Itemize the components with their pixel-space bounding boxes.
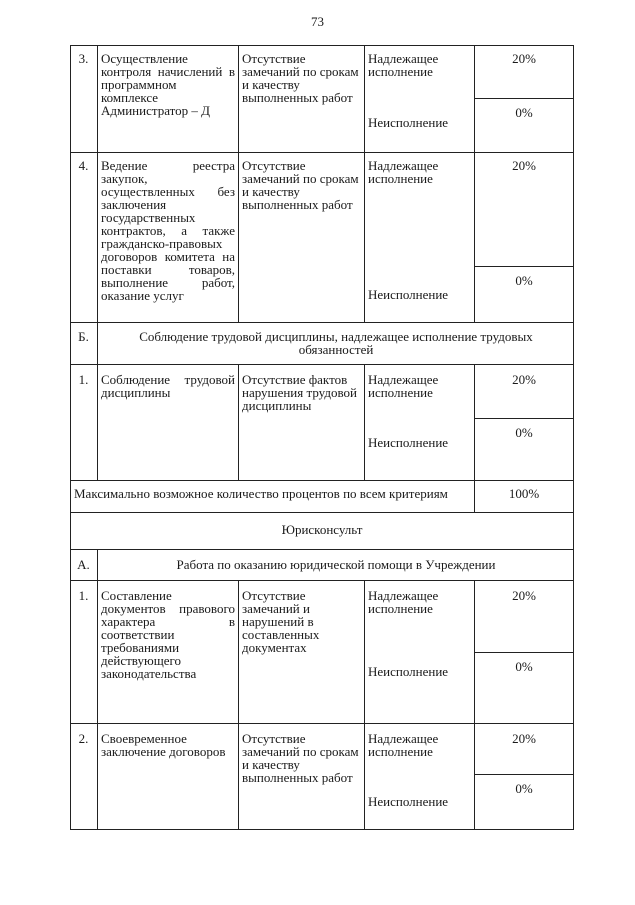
non-execution-label: Неисполнение [368,664,449,679]
proper-percent: 20% [512,158,536,173]
non-execution-label: Неисполнение [368,287,449,302]
non-execution-percent: 0% [515,781,533,796]
proper-execution-label: Надлежащее исполнение [368,158,439,186]
proper-execution-label: Надлежащее исполнение [368,731,439,759]
non-execution-percent: 0% [515,425,533,440]
criterion-text: Своевременное заключение договоров [101,731,226,759]
proper-percent: 20% [512,588,536,603]
non-execution-percent: 0% [515,659,533,674]
max-percent-label: Максимально возможное количество процентов по всем критериям [74,486,448,501]
position-title: Юрисконсульт [281,522,363,537]
proper-percent: 20% [512,51,536,66]
row-number: 1. [78,588,89,603]
non-execution-label: Неисполнение [368,115,449,130]
indicator-text: Отсутствие замечаний по срокам и качеству выполненных работ [242,51,359,105]
criterion-text: Составление документов правового характера в соответствии требованиями действующего законодательства [101,588,235,681]
criterion-text: Соблюдение трудовой дисциплины [101,372,235,400]
row-number: 2. [78,731,89,746]
proper-percent: 20% [512,731,536,746]
proper-execution-label: Надлежащее исполнение [368,588,439,616]
page-number: 73 [311,14,324,29]
indicator-text: Отсутствие замечаний по срокам и качеству выполненных работ [242,158,359,212]
proper-execution-label: Надлежащее исполнение [368,51,439,79]
proper-execution-label: Надлежащее исполнение [368,372,439,400]
indicator-text: Отсутствие замечаний и нарушений в составленных документах [242,588,320,655]
non-execution-label: Неисполнение [368,794,449,809]
section-letter: Б. [78,329,89,344]
max-percent-value: 100% [508,486,540,501]
non-execution-percent: 0% [515,105,533,120]
section-title: Работа по оказанию юридической помощи в Учреждении [176,557,496,572]
section-letter: А. [77,557,90,572]
non-execution-percent: 0% [515,273,533,288]
indicator-text: Отсутствие фактов нарушения трудовой дисциплины [242,372,357,413]
indicator-text: Отсутствие замечаний по срокам и качеству выполненных работ [242,731,359,785]
criterion-text: Осуществление контроля начислений в программном комплексе Администратор – Д [101,51,235,118]
non-execution-label: Неисполнение [368,435,449,450]
section-title: Соблюдение трудовой дисциплины, надлежащее исполнение трудовых обязанностей [139,329,533,357]
row-number: 1. [78,372,89,387]
row-number: 4. [78,158,89,173]
proper-percent: 20% [512,372,536,387]
criterion-text: Ведение реестра закупок, осуществленных без заключения государственных контрактов, а также гражданско-правовых договоров комитета на поставки товаров, выполнение работ, оказание услуг [101,158,235,303]
row-number: 3. [78,51,89,66]
